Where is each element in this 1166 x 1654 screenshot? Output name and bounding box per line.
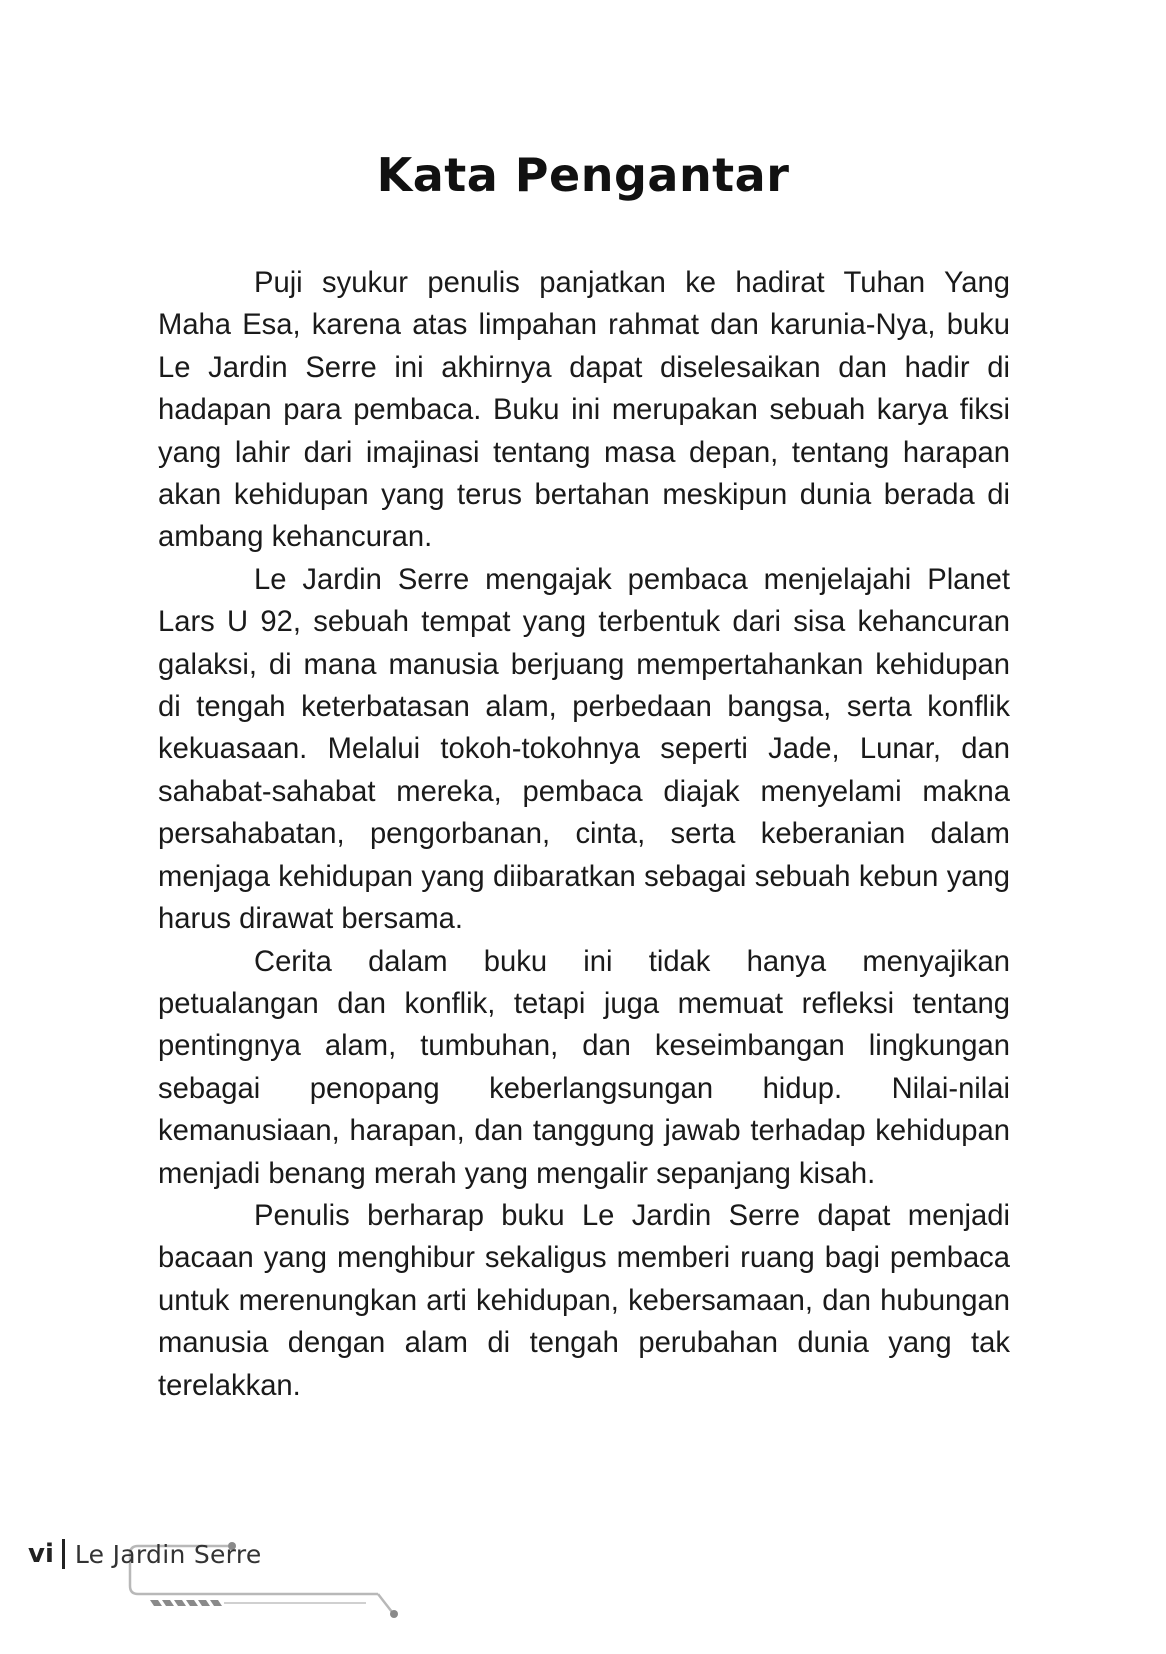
paragraph-4: Penulis berharap buku Le Jardin Serre dapat menjadi bacaan yang menghibur sekaligus memberi ruang bagi pembaca untuk merenungkan arti kehidupan, kebersamaan, dan hubungan manusia dengan alam di tengah perubahan dunia yang tak terelakkan. <box>158 1199 1010 1402</box>
paragraph-1: Puji syukur penulis panjatkan ke hadirat Tuhan Yang Maha Esa, karena atas limpahan rahmat dan karunia-Nya, buku Le Jardin Serre ini akhirnya dapat diselesaikan dan hadir di hadapan para pembaca. Buku ini merupakan sebuah karya fiksi yang lahir dari imajinasi tentang masa depan, tentang harapan akan kehidupan yang terus bertahan meskipun dunia berada di ambang kehancuran. <box>158 267 1010 554</box>
page-number: vi <box>28 1539 54 1569</box>
footer-divider <box>62 1539 65 1569</box>
running-footer <box>28 1534 262 1574</box>
page-title: Kata Pengantar <box>376 148 790 202</box>
book-title: Le Jardin Serre <box>74 1539 262 1569</box>
paragraph-3: Cerita dalam buku ini tidak hanya menyajikan petualangan dan konflik, tetapi juga memuat refleksi tentang pentingnya alam, tumbuhan, dan keseimbangan lingkungan sebagai penopang keberlangsungan hidup. Nilai-nilai kemanusiaan, harapan, dan tanggung jawab terhadap kehidupan menjadi benang merah yang mengalir sepanjang kisah. <box>158 945 1010 1190</box>
paragraph-2: Le Jardin Serre mengajak pembaca menjelajahi Planet Lars U 92, sebuah tempat yang terbentuk dari sisa kehancuran galaksi, di mana manusia berjuang mempertahankan kehidupan di tengah keterbatasan alam, perbedaan bangsa, serta konflik kekuasaan. Melalui tokoh-tokohnya seperti Jade, Lunar, dan sahabat-sahabat mereka, pembaca diajak menyelami makna persahabatan, pengorbanan, cinta, serta keberanian dalam menjaga kehidupan yang diibaratkan sebagai sebuah kebun yang harus dirawat bersama. <box>158 563 1010 936</box>
body-text <box>158 262 1010 1407</box>
